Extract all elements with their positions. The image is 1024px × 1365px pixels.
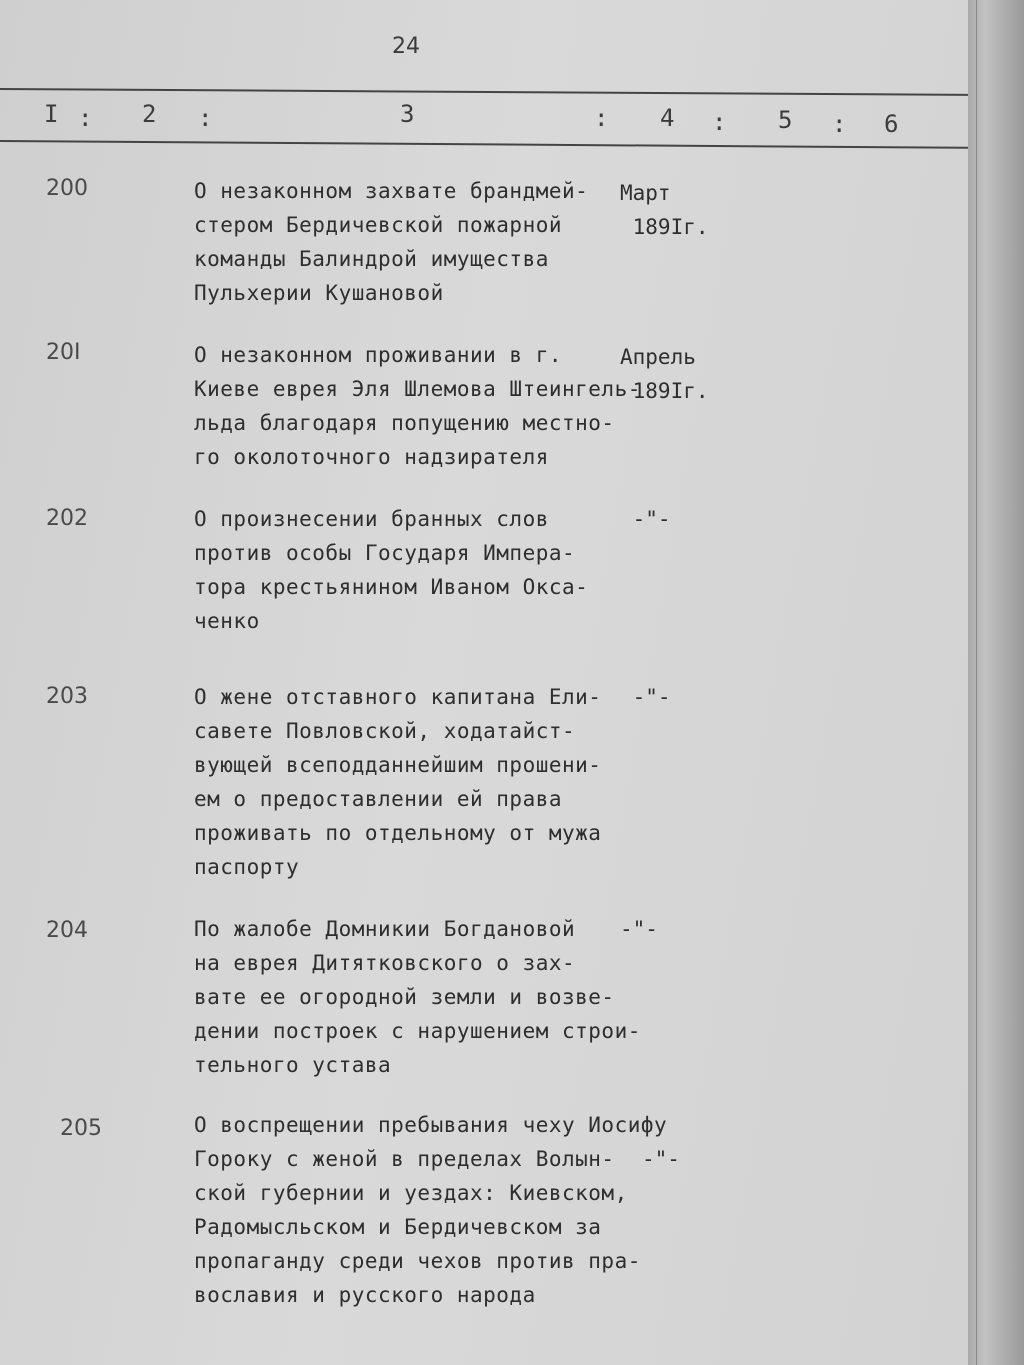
entry-number: 205 <box>60 1116 102 1141</box>
entry-number: 204 <box>46 918 88 943</box>
entry-description: О воспрещении пребывания чеху Иосифу Гороку с женой в пределах Волын- ской губернии и уездах: Киевском, Радомысльском и Бердичевском за пропаганду среди чехов против пра- вославия и русского народа <box>194 1113 668 1307</box>
entry-date: -"- <box>620 685 671 709</box>
entry-date: Март 189Iг. <box>620 181 709 239</box>
column-separator: : <box>594 104 609 132</box>
entry-number: 20I <box>46 340 81 365</box>
column-separator: : <box>832 110 847 138</box>
entry-description: О незаконном проживании в г. Киеве еврея Эля Шлемова Штеингель- льда благодаря попущению местно- го околоточного надзирателя <box>194 343 641 469</box>
column-header-4: 4 <box>660 104 675 132</box>
entry-description: О жене отставного капитана Ели- савете Повловской, ходатайст- вующей всеподданнейшим прошени- ем о предоставлении ей права проживать по отдельному от мужа паспорту <box>194 685 602 879</box>
page-number: 24 <box>392 34 420 59</box>
column-separator: : <box>198 104 213 132</box>
column-header-5: 5 <box>778 106 793 134</box>
entry-date: -"- <box>620 507 671 531</box>
entry-date: -"- <box>620 917 658 941</box>
entry-date: Апрель 189Iг. <box>620 345 709 403</box>
column-separator: : <box>78 104 93 132</box>
column-header-2: 2 <box>142 100 157 128</box>
page-edge-line <box>976 0 977 1365</box>
entry-description: По жалобе Домникии Богдановой на еврея Дитятковского о зах- вате ее огородной земли и возве- дении построек с нарушением строи- тельного устава <box>194 917 641 1077</box>
entry-number: 202 <box>46 506 88 531</box>
column-header-6: 6 <box>884 110 899 138</box>
entry-description: О незаконном захвате брандмей- стером Бердичевской пожарной команды Балиндрой имущества Пульхерии Кушановой <box>194 179 589 305</box>
entry-date: -"- <box>642 1147 680 1171</box>
entry-number: 200 <box>46 176 88 201</box>
entry-description: О произнесении бранных слов против особы Государя Импера- тора крестьянином Иваном Окса- ченко <box>194 507 589 633</box>
column-header-1: I <box>44 100 59 128</box>
column-header-3: 3 <box>400 100 415 128</box>
entry-number: 203 <box>46 684 88 709</box>
column-separator: : <box>712 108 727 136</box>
